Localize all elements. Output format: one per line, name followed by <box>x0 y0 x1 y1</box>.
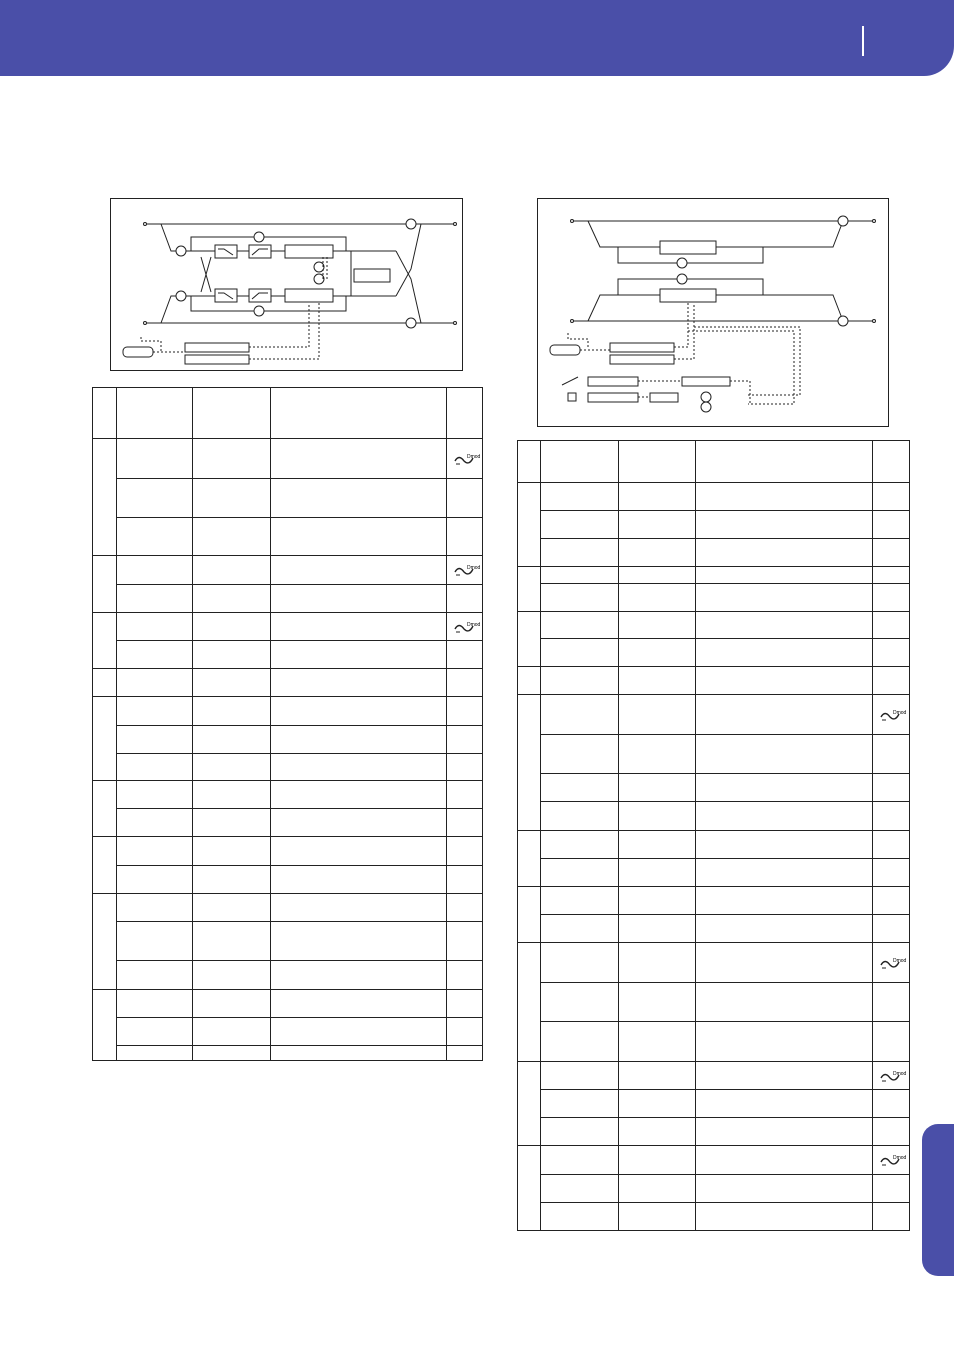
table-row <box>518 639 910 667</box>
table-row <box>93 641 483 669</box>
svg-text:Dmod: Dmod <box>466 453 480 460</box>
right-diagram-svg <box>538 199 890 428</box>
dmod-icon <box>451 620 479 634</box>
table-row <box>93 866 483 894</box>
table-row <box>93 439 483 479</box>
left-parameter-table <box>92 387 483 1061</box>
dmod-icon <box>877 1153 905 1167</box>
table-row <box>518 695 910 735</box>
dmod-icon <box>451 563 479 577</box>
right-effect-diagram <box>537 198 889 427</box>
table-row <box>518 831 910 859</box>
table-row <box>93 922 483 961</box>
table-row <box>518 983 910 1022</box>
table-row <box>518 1146 910 1175</box>
table-row <box>93 613 483 641</box>
table-row <box>93 726 483 754</box>
table-row <box>518 612 910 639</box>
table-row <box>518 1203 910 1231</box>
table-row <box>93 518 483 556</box>
table-row <box>93 479 483 518</box>
table-row <box>518 567 910 584</box>
table-row <box>518 1090 910 1118</box>
table-header-row <box>518 441 910 483</box>
table-row <box>518 915 910 943</box>
table-row <box>518 887 910 915</box>
header-band <box>0 0 954 76</box>
table-row <box>93 669 483 697</box>
header-divider <box>862 26 864 56</box>
svg-text:Dmod: Dmod <box>893 1070 907 1077</box>
table-row <box>93 894 483 922</box>
table-row <box>518 943 910 983</box>
table-row <box>93 585 483 613</box>
table-row <box>518 859 910 887</box>
side-chapter-tab <box>922 1124 954 1276</box>
table-row <box>93 990 483 1018</box>
table-row <box>93 809 483 837</box>
right-parameter-table <box>517 440 910 1231</box>
table-row <box>93 556 483 585</box>
dmod-icon <box>877 956 905 970</box>
svg-text:Dmod: Dmod <box>893 709 907 716</box>
table-row <box>518 802 910 831</box>
table-row <box>93 754 483 781</box>
table-row <box>518 584 910 612</box>
dmod-icon <box>877 1069 905 1083</box>
table-row <box>93 697 483 726</box>
dmod-icon <box>877 708 905 722</box>
table-row <box>93 837 483 866</box>
dmod-icon <box>451 452 479 466</box>
svg-text:Dmod: Dmod <box>893 957 907 964</box>
svg-text:Dmod: Dmod <box>466 621 480 628</box>
svg-text:Dmod: Dmod <box>893 1155 907 1161</box>
table-row <box>518 735 910 774</box>
table-row <box>93 961 483 990</box>
table-row <box>518 1062 910 1090</box>
table-row <box>518 483 910 511</box>
table-row <box>93 1046 483 1061</box>
table-row <box>518 774 910 802</box>
table-row <box>518 539 910 567</box>
table-row <box>518 511 910 539</box>
table-row <box>518 1118 910 1146</box>
table-row <box>518 1022 910 1062</box>
table-row <box>93 781 483 809</box>
table-row <box>93 1018 483 1046</box>
svg-text:Dmod: Dmod <box>466 565 480 571</box>
table-row <box>518 667 910 695</box>
left-diagram-svg <box>111 199 464 372</box>
table-header-row <box>93 388 483 439</box>
left-effect-diagram <box>110 198 463 371</box>
table-row <box>518 1175 910 1203</box>
